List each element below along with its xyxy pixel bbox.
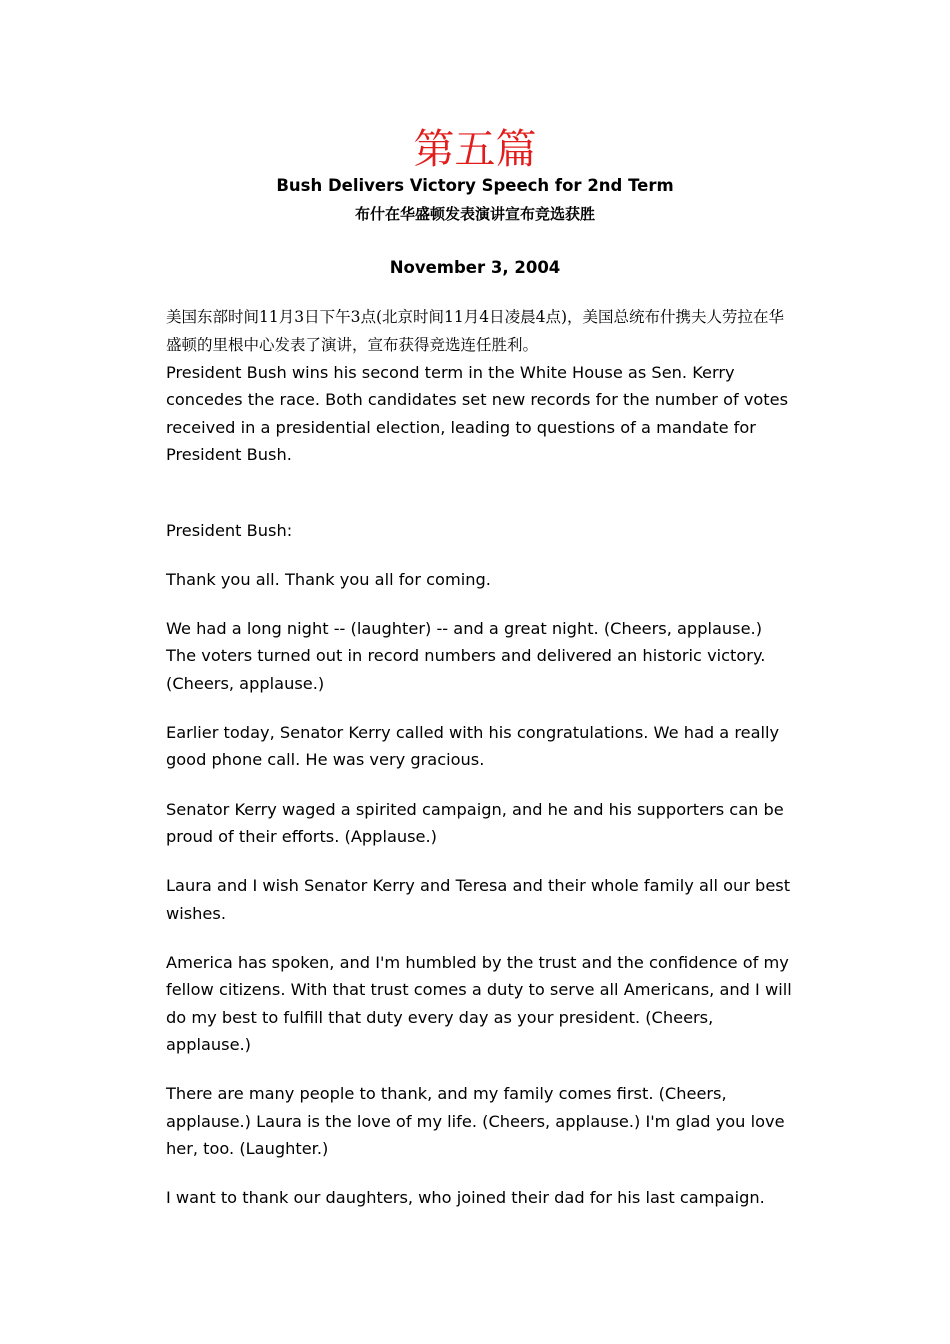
chapter-title: 第五篇 — [413, 125, 537, 173]
speech-paragraph: Thank you all. Thank you all for coming. — [166, 569, 491, 589]
speech-paragraph: Laura and I wish Senator Kerry and Teresa and their whole family all our best wishes. — [166, 876, 791, 923]
document-body — [166, 303, 794, 1212]
speech-paragraph: Earlier today, Senator Kerry called with his congratulations. We had a really good phone call. He was very gracious. — [166, 723, 780, 770]
chinese-title: 布什在华盛顿发表演讲宣布竞选获胜 — [354, 205, 595, 223]
chinese-intro: 美国东部时间11月3日下午3点(北京时间11月4日凌晨4点)，美国总统布什携夫人劳拉在华盛顿的里根中心发表了演讲，宣布获得竞选连任胜利。 — [166, 308, 784, 354]
speech-date: November 3, 2004 — [389, 258, 561, 277]
english-intro: President Bush wins his second term in the White House as Sen. Kerry concedes the race. Both candidates set new records for the number of votes received in a presidential election, leading to questions of a mandate for President Bush. — [166, 363, 789, 465]
speech-paragraph: America has spoken, and I'm humbled by the trust and the confidence of my fellow citizens. With that trust comes a duty to serve all Americans, and I will do my best to fulfill that duty every day as your president. (Cheers, applause.) — [166, 952, 792, 1055]
speaker-label: President Bush: — [166, 520, 293, 540]
speech-paragraph: I want to thank our daughters, who joined their dad for his last campaign. — [166, 1188, 765, 1208]
speech-paragraph: Senator Kerry waged a spirited campaign, and he and his supporters can be proud of their efforts. (Applause.) — [166, 799, 784, 847]
speech-paragraph: There are many people to thank, and my family comes first. (Cheers, applause.) Laura is the love of my life. (Cheers, applause.) I'm glad you love her, too. (Laughter.) — [166, 1084, 785, 1159]
english-title: Bush Delivers Victory Speech for 2nd Term — [276, 176, 674, 195]
speech-paragraph: We had a long night -- (laughter) -- and a great night. (Cheers, applause.) The voters turned out in record numbers and delivered an historic victory. (Cheers, applause.) — [166, 619, 766, 693]
